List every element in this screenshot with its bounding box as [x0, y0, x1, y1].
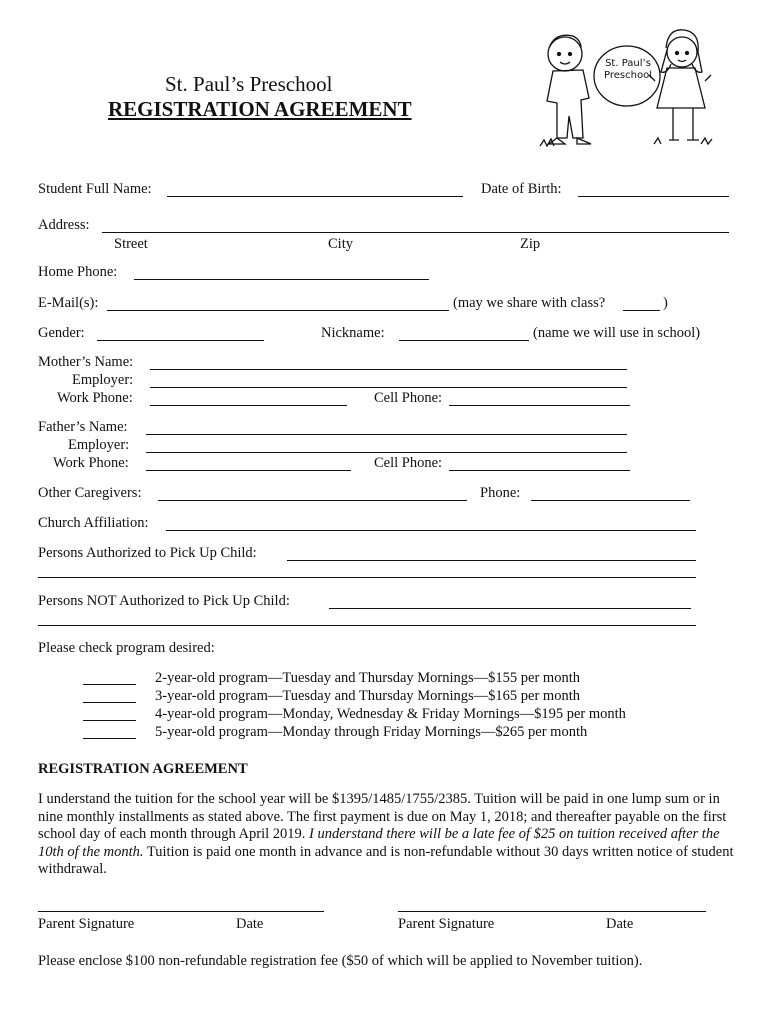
program-option-5yr: 5-year-old program—Monday through Friday Mornings—$265 per month: [155, 724, 588, 740]
date-label-1: Date: [236, 916, 264, 932]
parent-signature-label-1: Parent Signature: [38, 916, 135, 932]
church-field[interactable]: [166, 530, 696, 531]
father-work-phone-field[interactable]: [146, 470, 351, 471]
agreement-text-part1: I understand the tuition for the school year will be $1395/1485/1755/2385. Tuition will be paid in one lump sum or in nine monthly installments as stated above. The first payment is due on May 1, 2018; and thereafter payable on the first school day of each month through April 2019.: [38, 791, 727, 842]
program-prompt: Please check program desired:: [38, 640, 215, 656]
share-with-class-field[interactable]: [623, 310, 660, 311]
program-checkbox-2yr[interactable]: [83, 684, 136, 685]
not-authorized-pickup-field-2[interactable]: [38, 625, 696, 626]
caregivers-field[interactable]: [158, 500, 467, 501]
father-employer-label: Employer:: [68, 437, 130, 453]
email-label: E-Mail(s):: [38, 295, 99, 311]
church-label: Church Affiliation:: [38, 515, 149, 531]
not-authorized-pickup-label: Persons NOT Authorized to Pick Up Child:: [38, 593, 290, 609]
mother-cell-phone-field[interactable]: [449, 405, 630, 406]
agreement-text-part2: Tuition is paid one month in advance and is non-refundable without 30 days written notice of student withdrawal.: [38, 843, 734, 877]
mother-cell-phone-label: Cell Phone:: [374, 390, 443, 406]
caregivers-label: Other Caregivers:: [38, 485, 142, 501]
mother-name-label: Mother’s Name:: [38, 354, 134, 370]
dob-field[interactable]: [578, 196, 729, 197]
program-option-4yr: 4-year-old program—Monday, Wednesday & Friday Mornings—$195 per month: [155, 706, 626, 722]
father-employer-field[interactable]: [146, 452, 627, 453]
father-name-field[interactable]: [146, 434, 627, 435]
form-title: REGISTRATION AGREEMENT: [108, 97, 412, 121]
authorized-pickup-label: Persons Authorized to Pick Up Child:: [38, 545, 257, 561]
parent-signature-label-2: Parent Signature: [398, 916, 495, 932]
nickname-field[interactable]: [399, 340, 529, 341]
nickname-note: (name we will use in school): [533, 325, 701, 341]
city-label: City: [328, 236, 353, 252]
student-name-label: Student Full Name:: [38, 181, 152, 197]
street-label: Street: [114, 236, 148, 252]
authorized-pickup-field-2[interactable]: [38, 577, 696, 578]
home-phone-field[interactable]: [134, 279, 429, 280]
agreement-heading: REGISTRATION AGREEMENT: [38, 761, 248, 777]
mother-employer-field[interactable]: [150, 387, 627, 388]
program-checkbox-5yr[interactable]: [83, 738, 136, 739]
gender-label: Gender:: [38, 325, 85, 341]
date-label-2: Date: [606, 916, 634, 932]
father-cell-phone-field[interactable]: [449, 470, 630, 471]
late-fee-note: I understand there will be a late fee of $25 on tuition received after the 10th of the month.: [38, 826, 720, 860]
caregiver-phone-field[interactable]: [531, 500, 690, 501]
mother-name-field[interactable]: [150, 369, 627, 370]
mother-employer-label: Employer:: [72, 372, 134, 388]
student-name-field[interactable]: [167, 196, 463, 197]
father-cell-phone-label: Cell Phone:: [374, 455, 443, 471]
program-option-2yr: 2-year-old program—Tuesday and Thursday Mornings—$155 per month: [155, 670, 580, 686]
school-name: St. Paul’s Preschool: [165, 72, 333, 96]
authorized-pickup-field[interactable]: [287, 560, 696, 561]
children-holding-sign-icon: [535, 26, 715, 158]
address-field[interactable]: [102, 232, 729, 233]
share-note-close: ): [663, 295, 668, 311]
not-authorized-pickup-field[interactable]: [329, 608, 691, 609]
dob-label: Date of Birth:: [481, 181, 562, 197]
parent-signature-line-1[interactable]: [38, 911, 324, 912]
program-option-3yr: 3-year-old program—Tuesday and Thursday Mornings—$165 per month: [155, 688, 580, 704]
parent-signature-line-2[interactable]: [398, 911, 706, 912]
gender-field[interactable]: [97, 340, 264, 341]
nickname-label: Nickname:: [321, 325, 385, 341]
share-note-open: (may we share with class?: [453, 295, 606, 311]
program-checkbox-4yr[interactable]: [83, 720, 136, 721]
program-checkbox-3yr[interactable]: [83, 702, 136, 703]
preschool-logo: [535, 26, 715, 158]
email-field[interactable]: [107, 310, 449, 311]
father-work-phone-label: Work Phone:: [53, 455, 129, 471]
caregiver-phone-label: Phone:: [480, 485, 521, 501]
address-label: Address:: [38, 217, 90, 233]
father-name-label: Father’s Name:: [38, 419, 128, 435]
zip-label: Zip: [520, 236, 541, 252]
agreement-text: [38, 791, 738, 879]
home-phone-label: Home Phone:: [38, 264, 118, 280]
registration-fee-note: Please enclose $100 non-refundable registration fee ($50 of which will be applied to November tuition).: [38, 953, 643, 969]
logo-text: St. Paul’s Preschool: [604, 58, 652, 81]
mother-work-phone-field[interactable]: [150, 405, 347, 406]
mother-work-phone-label: Work Phone:: [57, 390, 133, 406]
